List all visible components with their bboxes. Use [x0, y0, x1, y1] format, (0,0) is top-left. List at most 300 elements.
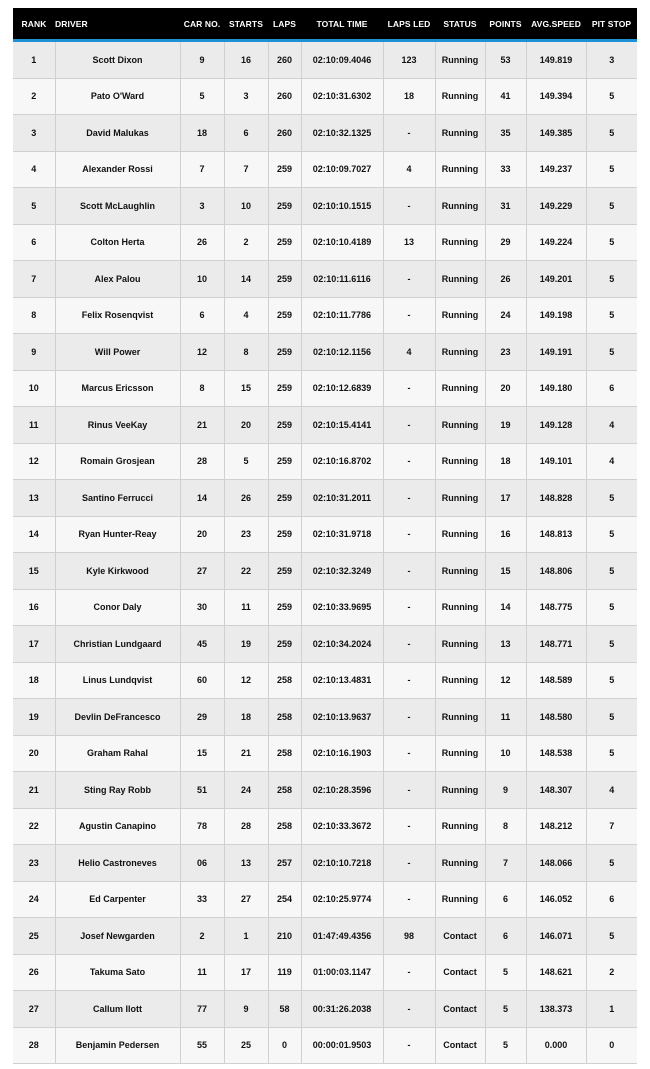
- total-time: 02:10:10.7218: [301, 845, 383, 882]
- pit-stops: 2: [586, 954, 637, 991]
- pit-stops: 3: [586, 41, 637, 79]
- start-position: 4: [224, 297, 268, 334]
- driver-name: Marcus Ericsson: [55, 370, 180, 407]
- status-text: Running: [435, 589, 485, 626]
- status-text: Running: [435, 845, 485, 882]
- driver-name: Scott McLaughlin: [55, 188, 180, 225]
- avg-speed: 148.212: [526, 808, 586, 845]
- total-time: 02:10:31.2011: [301, 480, 383, 517]
- laps-led: 123: [383, 41, 435, 79]
- rank-cell: 24: [13, 881, 55, 918]
- rank-cell: 27: [13, 991, 55, 1028]
- start-position: 9: [224, 991, 268, 1028]
- car-number: 18: [180, 115, 224, 152]
- avg-speed: 149.198: [526, 297, 586, 334]
- car-number: 45: [180, 626, 224, 663]
- car-number: 5: [180, 78, 224, 115]
- pit-stops: 5: [586, 261, 637, 298]
- start-position: 16: [224, 41, 268, 79]
- table-body: [13, 41, 637, 1064]
- total-time: 02:10:31.6302: [301, 78, 383, 115]
- laps-completed: 259: [268, 480, 301, 517]
- laps-completed: 259: [268, 188, 301, 225]
- start-position: 3: [224, 78, 268, 115]
- car-number: 6: [180, 297, 224, 334]
- pit-stops: 5: [586, 334, 637, 371]
- pit-stops: 5: [586, 151, 637, 188]
- start-position: 6: [224, 115, 268, 152]
- rank-cell: 11: [13, 407, 55, 444]
- column-header-points[interactable]: POINTS: [485, 8, 526, 41]
- laps-led: -: [383, 188, 435, 225]
- column-header-laps-led[interactable]: LAPS LED: [383, 8, 435, 41]
- laps-led: -: [383, 553, 435, 590]
- laps-led: -: [383, 772, 435, 809]
- driver-name: Takuma Sato: [55, 954, 180, 991]
- total-time: 02:10:12.6839: [301, 370, 383, 407]
- car-number: 9: [180, 41, 224, 79]
- rank-cell: 19: [13, 699, 55, 736]
- table-row: [13, 918, 637, 955]
- total-time: 01:47:49.4356: [301, 918, 383, 955]
- points-value: 16: [485, 516, 526, 553]
- rank-cell: 8: [13, 297, 55, 334]
- pit-stops: 5: [586, 553, 637, 590]
- start-position: 20: [224, 407, 268, 444]
- laps-led: -: [383, 115, 435, 152]
- pit-stops: 4: [586, 407, 637, 444]
- total-time: 02:10:10.4189: [301, 224, 383, 261]
- status-text: Running: [435, 881, 485, 918]
- laps-led: 4: [383, 334, 435, 371]
- total-time: 02:10:12.1156: [301, 334, 383, 371]
- total-time: 01:00:03.1147: [301, 954, 383, 991]
- table-row: [13, 188, 637, 225]
- laps-completed: 259: [268, 261, 301, 298]
- points-value: 33: [485, 151, 526, 188]
- points-value: 14: [485, 589, 526, 626]
- total-time: 02:10:32.3249: [301, 553, 383, 590]
- laps-led: 18: [383, 78, 435, 115]
- status-text: Running: [435, 78, 485, 115]
- rank-cell: 18: [13, 662, 55, 699]
- status-text: Running: [435, 115, 485, 152]
- laps-completed: 259: [268, 334, 301, 371]
- pit-stops: 5: [586, 297, 637, 334]
- rank-cell: 23: [13, 845, 55, 882]
- laps-led: -: [383, 480, 435, 517]
- pit-stops: 5: [586, 918, 637, 955]
- points-value: 6: [485, 918, 526, 955]
- start-position: 5: [224, 443, 268, 480]
- start-position: 17: [224, 954, 268, 991]
- table-row: [13, 589, 637, 626]
- avg-speed: 149.101: [526, 443, 586, 480]
- pit-stops: 5: [586, 224, 637, 261]
- avg-speed: 149.229: [526, 188, 586, 225]
- rank-cell: 22: [13, 808, 55, 845]
- pit-stops: 5: [586, 699, 637, 736]
- pit-stops: 4: [586, 772, 637, 809]
- total-time: 02:10:09.4046: [301, 41, 383, 79]
- status-text: Contact: [435, 1027, 485, 1064]
- results-table-container: [13, 8, 637, 1064]
- points-value: 26: [485, 261, 526, 298]
- table-row: [13, 954, 637, 991]
- rank-cell: 17: [13, 626, 55, 663]
- avg-speed: 0.000: [526, 1027, 586, 1064]
- car-number: 78: [180, 808, 224, 845]
- rank-cell: 20: [13, 735, 55, 772]
- avg-speed: 149.191: [526, 334, 586, 371]
- driver-name: Ed Carpenter: [55, 881, 180, 918]
- driver-name: David Malukas: [55, 115, 180, 152]
- table-row: [13, 443, 637, 480]
- pit-stops: 7: [586, 808, 637, 845]
- avg-speed: 148.538: [526, 735, 586, 772]
- total-time: 02:10:11.6116: [301, 261, 383, 298]
- laps-completed: 259: [268, 516, 301, 553]
- rank-cell: 1: [13, 41, 55, 79]
- total-time: 02:10:16.1903: [301, 735, 383, 772]
- laps-completed: 0: [268, 1027, 301, 1064]
- driver-name: Colton Herta: [55, 224, 180, 261]
- driver-name: Agustin Canapino: [55, 808, 180, 845]
- car-number: 29: [180, 699, 224, 736]
- start-position: 1: [224, 918, 268, 955]
- column-header-car-no[interactable]: CAR NO.: [180, 8, 224, 41]
- laps-led: -: [383, 261, 435, 298]
- points-value: 35: [485, 115, 526, 152]
- total-time: 02:10:33.3672: [301, 808, 383, 845]
- status-text: Running: [435, 151, 485, 188]
- laps-led: -: [383, 626, 435, 663]
- start-position: 12: [224, 662, 268, 699]
- avg-speed: 149.237: [526, 151, 586, 188]
- avg-speed: 149.180: [526, 370, 586, 407]
- laps-completed: 259: [268, 589, 301, 626]
- points-value: 20: [485, 370, 526, 407]
- car-number: 21: [180, 407, 224, 444]
- laps-completed: 258: [268, 808, 301, 845]
- car-number: 28: [180, 443, 224, 480]
- start-position: 23: [224, 516, 268, 553]
- table-row: [13, 334, 637, 371]
- total-time: 02:10:10.1515: [301, 188, 383, 225]
- laps-completed: 259: [268, 224, 301, 261]
- points-value: 7: [485, 845, 526, 882]
- table-row: [13, 78, 637, 115]
- laps-completed: 257: [268, 845, 301, 882]
- table-row: [13, 662, 637, 699]
- total-time: 02:10:13.9637: [301, 699, 383, 736]
- laps-led: -: [383, 735, 435, 772]
- status-text: Running: [435, 188, 485, 225]
- laps-led: -: [383, 699, 435, 736]
- pit-stops: 5: [586, 188, 637, 225]
- pit-stops: 5: [586, 516, 637, 553]
- table-row: [13, 881, 637, 918]
- driver-name: Kyle Kirkwood: [55, 553, 180, 590]
- status-text: Running: [435, 735, 485, 772]
- car-number: 26: [180, 224, 224, 261]
- table-row: [13, 553, 637, 590]
- laps-led: -: [383, 808, 435, 845]
- start-position: 10: [224, 188, 268, 225]
- rank-cell: 25: [13, 918, 55, 955]
- table-row: [13, 626, 637, 663]
- rank-cell: 5: [13, 188, 55, 225]
- points-value: 6: [485, 881, 526, 918]
- laps-completed: 58: [268, 991, 301, 1028]
- car-number: 15: [180, 735, 224, 772]
- laps-led: -: [383, 991, 435, 1028]
- driver-name: Linus Lundqvist: [55, 662, 180, 699]
- driver-name: Pato O'Ward: [55, 78, 180, 115]
- car-number: 7: [180, 151, 224, 188]
- car-number: 06: [180, 845, 224, 882]
- avg-speed: 149.819: [526, 41, 586, 79]
- table-row: [13, 772, 637, 809]
- start-position: 19: [224, 626, 268, 663]
- rank-cell: 13: [13, 480, 55, 517]
- points-value: 15: [485, 553, 526, 590]
- points-value: 23: [485, 334, 526, 371]
- status-text: Running: [435, 261, 485, 298]
- table-row: [13, 808, 637, 845]
- pit-stops: 5: [586, 480, 637, 517]
- header-row: [13, 8, 637, 41]
- total-time: 00:00:01.9503: [301, 1027, 383, 1064]
- driver-name: Christian Lundgaard: [55, 626, 180, 663]
- points-value: 41: [485, 78, 526, 115]
- table-row: [13, 407, 637, 444]
- total-time: 02:10:09.7027: [301, 151, 383, 188]
- start-position: 15: [224, 370, 268, 407]
- points-value: 13: [485, 626, 526, 663]
- driver-name: Romain Grosjean: [55, 443, 180, 480]
- pit-stops: 5: [586, 115, 637, 152]
- points-value: 9: [485, 772, 526, 809]
- laps-led: -: [383, 845, 435, 882]
- points-value: 11: [485, 699, 526, 736]
- status-text: Running: [435, 516, 485, 553]
- table-row: [13, 516, 637, 553]
- status-text: Running: [435, 297, 485, 334]
- rank-cell: 2: [13, 78, 55, 115]
- laps-completed: 258: [268, 735, 301, 772]
- status-text: Running: [435, 407, 485, 444]
- total-time: 02:10:13.4831: [301, 662, 383, 699]
- car-number: 27: [180, 553, 224, 590]
- column-header-status[interactable]: STATUS: [435, 8, 485, 41]
- rank-cell: 10: [13, 370, 55, 407]
- start-position: 2: [224, 224, 268, 261]
- avg-speed: 146.071: [526, 918, 586, 955]
- driver-name: Rinus VeeKay: [55, 407, 180, 444]
- start-position: 8: [224, 334, 268, 371]
- rank-cell: 12: [13, 443, 55, 480]
- laps-led: 98: [383, 918, 435, 955]
- column-header-total-time[interactable]: TOTAL TIME: [301, 8, 383, 41]
- laps-led: -: [383, 297, 435, 334]
- rank-cell: 6: [13, 224, 55, 261]
- points-value: 24: [485, 297, 526, 334]
- pit-stops: 5: [586, 735, 637, 772]
- avg-speed: 148.580: [526, 699, 586, 736]
- pit-stops: 6: [586, 881, 637, 918]
- car-number: 33: [180, 881, 224, 918]
- points-value: 5: [485, 954, 526, 991]
- avg-speed: 148.828: [526, 480, 586, 517]
- car-number: 3: [180, 188, 224, 225]
- table-row: [13, 261, 637, 298]
- pit-stops: 5: [586, 78, 637, 115]
- total-time: 02:10:34.2024: [301, 626, 383, 663]
- start-position: 22: [224, 553, 268, 590]
- total-time: 02:10:33.9695: [301, 589, 383, 626]
- status-text: Running: [435, 480, 485, 517]
- driver-name: Josef Newgarden: [55, 918, 180, 955]
- avg-speed: 149.385: [526, 115, 586, 152]
- start-position: 13: [224, 845, 268, 882]
- points-value: 10: [485, 735, 526, 772]
- avg-speed: 148.775: [526, 589, 586, 626]
- status-text: Contact: [435, 954, 485, 991]
- avg-speed: 148.589: [526, 662, 586, 699]
- table-row: [13, 480, 637, 517]
- table-row: [13, 699, 637, 736]
- avg-speed: 146.052: [526, 881, 586, 918]
- avg-speed: 149.128: [526, 407, 586, 444]
- car-number: 11: [180, 954, 224, 991]
- column-header-pit-stop[interactable]: PIT STOP: [586, 8, 637, 41]
- rank-cell: 4: [13, 151, 55, 188]
- start-position: 26: [224, 480, 268, 517]
- avg-speed: 148.621: [526, 954, 586, 991]
- laps-led: -: [383, 1027, 435, 1064]
- total-time: 02:10:11.7786: [301, 297, 383, 334]
- laps-completed: 119: [268, 954, 301, 991]
- driver-name: Graham Rahal: [55, 735, 180, 772]
- laps-completed: 259: [268, 553, 301, 590]
- driver-name: Callum Ilott: [55, 991, 180, 1028]
- points-value: 29: [485, 224, 526, 261]
- laps-completed: 254: [268, 881, 301, 918]
- points-value: 12: [485, 662, 526, 699]
- table-row: [13, 370, 637, 407]
- laps-led: -: [383, 662, 435, 699]
- pit-stops: 5: [586, 845, 637, 882]
- car-number: 51: [180, 772, 224, 809]
- start-position: 24: [224, 772, 268, 809]
- avg-speed: 148.771: [526, 626, 586, 663]
- pit-stops: 5: [586, 589, 637, 626]
- status-text: Running: [435, 626, 485, 663]
- car-number: 77: [180, 991, 224, 1028]
- driver-name: Scott Dixon: [55, 41, 180, 79]
- pit-stops: 5: [586, 626, 637, 663]
- start-position: 18: [224, 699, 268, 736]
- total-time: 02:10:31.9718: [301, 516, 383, 553]
- laps-led: -: [383, 370, 435, 407]
- laps-completed: 259: [268, 297, 301, 334]
- car-number: 2: [180, 918, 224, 955]
- start-position: 11: [224, 589, 268, 626]
- driver-name: Benjamin Pedersen: [55, 1027, 180, 1064]
- rank-cell: 3: [13, 115, 55, 152]
- driver-name: Alex Palou: [55, 261, 180, 298]
- driver-name: Devlin DeFrancesco: [55, 699, 180, 736]
- column-header-laps[interactable]: LAPS: [268, 8, 301, 41]
- laps-led: -: [383, 407, 435, 444]
- laps-completed: 260: [268, 115, 301, 152]
- column-header-avg-speed[interactable]: AVG.SPEED: [526, 8, 586, 41]
- points-value: 31: [485, 188, 526, 225]
- driver-name: Felix Rosenqvist: [55, 297, 180, 334]
- laps-led: -: [383, 443, 435, 480]
- rank-cell: 9: [13, 334, 55, 371]
- column-header-rank[interactable]: RANK: [13, 8, 55, 41]
- avg-speed: 148.066: [526, 845, 586, 882]
- laps-completed: 258: [268, 699, 301, 736]
- laps-completed: 260: [268, 78, 301, 115]
- avg-speed: 148.813: [526, 516, 586, 553]
- total-time: 02:10:15.4141: [301, 407, 383, 444]
- start-position: 21: [224, 735, 268, 772]
- points-value: 17: [485, 480, 526, 517]
- laps-led: -: [383, 516, 435, 553]
- pit-stops: 1: [586, 991, 637, 1028]
- table-row: [13, 297, 637, 334]
- table-row: [13, 991, 637, 1028]
- status-text: Contact: [435, 918, 485, 955]
- start-position: 27: [224, 881, 268, 918]
- rank-cell: 26: [13, 954, 55, 991]
- laps-completed: 258: [268, 662, 301, 699]
- laps-led: -: [383, 954, 435, 991]
- status-text: Running: [435, 334, 485, 371]
- driver-name: Alexander Rossi: [55, 151, 180, 188]
- status-text: Running: [435, 662, 485, 699]
- pit-stops: 0: [586, 1027, 637, 1064]
- points-value: 5: [485, 1027, 526, 1064]
- total-time: 02:10:32.1325: [301, 115, 383, 152]
- driver-name: Santino Ferrucci: [55, 480, 180, 517]
- status-text: Running: [435, 224, 485, 261]
- points-value: 53: [485, 41, 526, 79]
- table-header: [13, 8, 637, 41]
- status-text: Contact: [435, 991, 485, 1028]
- avg-speed: 148.307: [526, 772, 586, 809]
- laps-completed: 210: [268, 918, 301, 955]
- table-row: [13, 845, 637, 882]
- laps-led: 13: [383, 224, 435, 261]
- rank-cell: 7: [13, 261, 55, 298]
- column-header-driver[interactable]: DRIVER: [55, 8, 180, 41]
- pit-stops: 6: [586, 370, 637, 407]
- column-header-starts[interactable]: STARTS: [224, 8, 268, 41]
- car-number: 10: [180, 261, 224, 298]
- rank-cell: 15: [13, 553, 55, 590]
- pit-stops: 4: [586, 443, 637, 480]
- driver-name: Sting Ray Robb: [55, 772, 180, 809]
- avg-speed: 138.373: [526, 991, 586, 1028]
- laps-led: -: [383, 881, 435, 918]
- total-time: 02:10:25.9774: [301, 881, 383, 918]
- laps-led: 4: [383, 151, 435, 188]
- driver-name: Helio Castroneves: [55, 845, 180, 882]
